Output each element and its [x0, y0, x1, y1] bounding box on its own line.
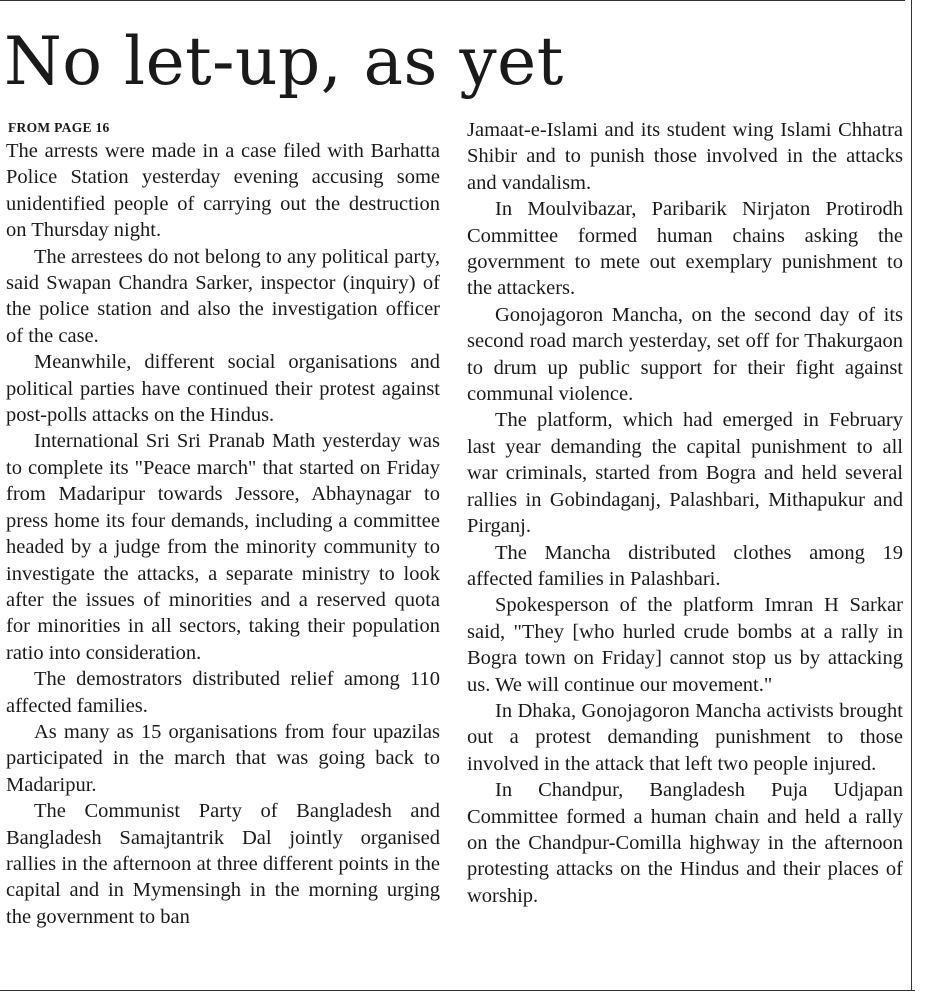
paragraph: The Communist Party of Bangladesh and Bangladesh Samajtantrik Dal jointly organised rallies in the afternoon at three different points in the capital and in Mymensingh in the morning urging the government to ban — [6, 800, 440, 928]
paragraph: The platform, which had emerged in February last year demanding the capital punishment to all war criminals, started from Bogra and held several rallies in Gobindaganj, Palashbari, Mithapukur and Pirganj. — [467, 409, 903, 538]
left-column — [6, 138, 440, 930]
bottom-rule — [0, 990, 915, 991]
paragraph: In Moulvibazar, Paribarik Nirjaton Protirodh Committee formed human chains asking the government to mete out exemplary punishment to the attackers. — [467, 198, 903, 300]
top-rule — [0, 0, 905, 1]
paragraph: The demostrators distributed relief among 110 affected families. — [6, 668, 440, 717]
right-column — [467, 117, 903, 909]
paragraph: In Chandpur, Bangladesh Puja Udjapan Committee formed a human chain and held a rally on the Chandpur-Comilla highway in the afternoon protesting attacks on the Hindus and their places of worship. — [467, 779, 903, 907]
paragraph: Meanwhile, different social organisations and political parties have continued their protest against post-polls attacks on the Hindus. — [6, 351, 440, 427]
paragraph: Gonojagoron Mancha, on the second day of its second road march yesterday, set off for Thakurgaon to drum up public support for their fight against communal violence. — [467, 303, 903, 406]
headline: No let-up, as yet — [4, 23, 564, 100]
right-rule — [911, 0, 912, 990]
paragraph: The arrests were made in a case filed with Barhatta Police Station yesterday evening accusing some unidentified people of carrying out the destruction on Thursday night. — [6, 140, 440, 242]
paragraph: As many as 15 organisations from four upazilas participated in the march that was going back to Madaripur. — [6, 720, 440, 796]
paragraph: In Dhaka, Gonojagoron Mancha activists brought out a protest demanding punishment to those involved in the attack that left two people injured. — [467, 699, 903, 775]
continuation-kicker: FROM PAGE 16 — [8, 120, 110, 135]
paragraph: International Sri Sri Pranab Math yesterday was to complete its "Peace march" that started on Friday from Madaripur towards Jessore, Abhaynagar to press home its four demands, including a committee headed by a judge from the minority community to investigate the attacks, a separate ministry to look after the issues of minorities and a reserved quota for minorities in all sectors, taking their population ratio into consideration. — [6, 430, 440, 664]
paragraph: The arrestees do not belong to any political party, said Swapan Chandra Sarker, inspector (inquiry) of the police station and also the investigation officer of the case. — [6, 245, 440, 347]
paragraph: Spokesperson of the platform Imran H Sarkar said, "They [who hurled crude bombs at a rally in Bogra town on Friday] cannot stop us by attacking us. We will continue our movement." — [467, 594, 903, 696]
paragraph: Jamaat-e-Islami and its student wing Islami Chhatra Shibir and to punish those involved in the attacks and vandalism. — [467, 119, 903, 194]
paragraph: The Mancha distributed clothes among 19 affected families in Palashbari. — [467, 541, 903, 590]
